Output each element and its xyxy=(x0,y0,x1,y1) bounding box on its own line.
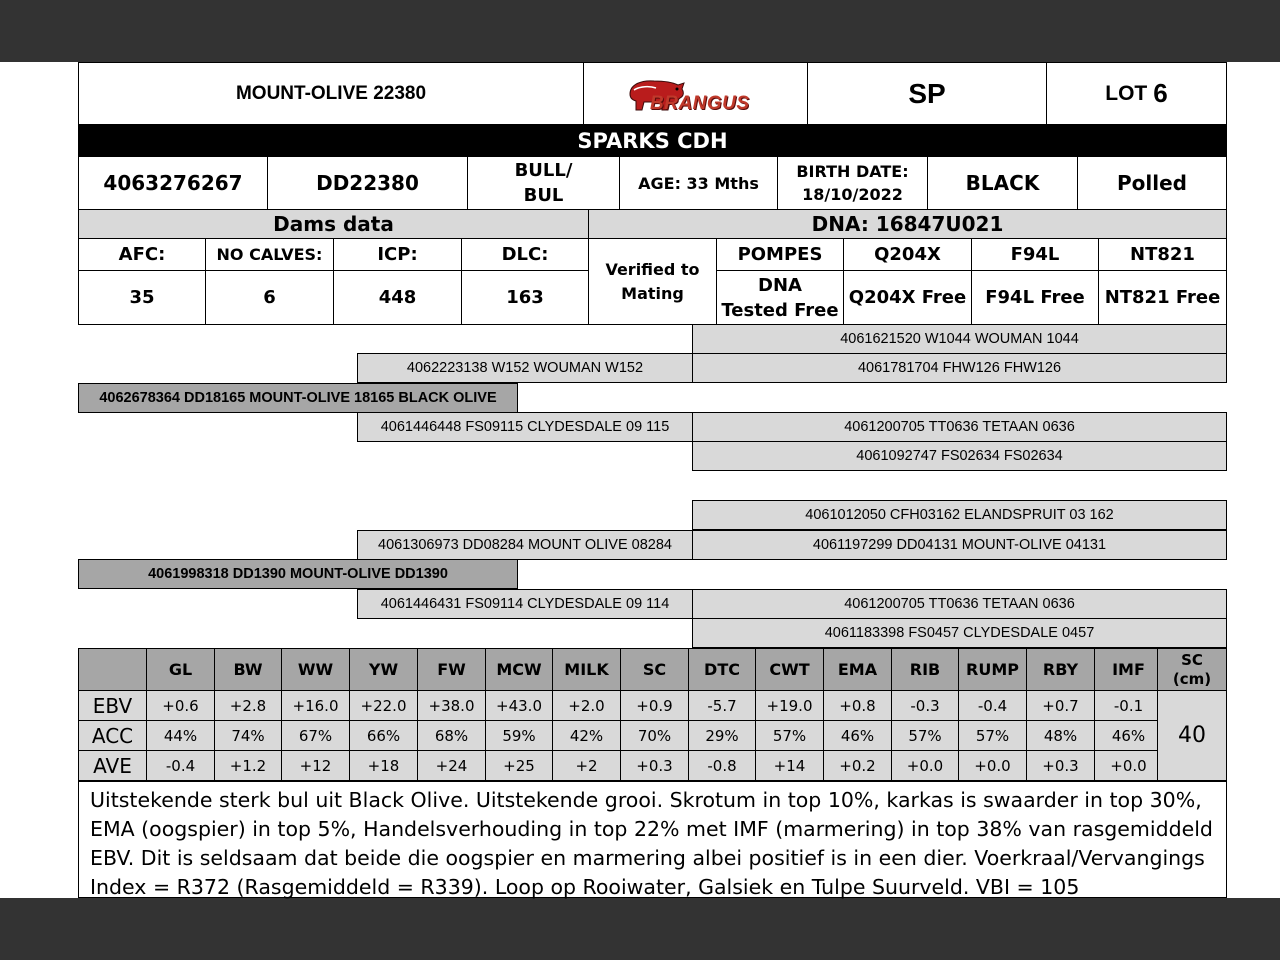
ebv-value: 74% xyxy=(214,720,282,751)
ebv-value: 46% xyxy=(1094,720,1163,751)
pedigree-dam-dam: 4061446431 FS09114 CLYDESDALE 09 114 xyxy=(357,589,693,619)
sc-cm-value: 40 xyxy=(1157,690,1227,781)
ebv-value: +25 xyxy=(485,750,553,781)
pedigree-dam: 4061998318 DD1390 MOUNT-OLIVE DD1390 xyxy=(78,559,518,589)
id-number: 4063276267 xyxy=(78,156,268,210)
trait-header: RUMP xyxy=(958,648,1027,691)
dna-test-result: F94L Free xyxy=(971,270,1099,325)
ebv-value: +22.0 xyxy=(349,690,418,721)
ebv-value: +0.6 xyxy=(146,690,215,721)
ebv-value: +2.0 xyxy=(552,690,621,721)
birth-date xyxy=(777,156,928,210)
ebv-value: 46% xyxy=(823,720,892,751)
icp-value: 448 xyxy=(333,270,462,325)
ebv-value: 59% xyxy=(485,720,553,751)
sc-cm-label-line1: SC xyxy=(1181,650,1203,669)
birth-date-label: BIRTH DATE: xyxy=(796,162,909,181)
ebv-value: +2 xyxy=(552,750,621,781)
brangus-wordmark: BRANGUS xyxy=(650,93,750,114)
ebv-value: 66% xyxy=(349,720,418,751)
pedigree-sire: 4062678364 DD18165 MOUNT-OLIVE 18165 BLACK OLIVE xyxy=(78,383,518,413)
ebv-value: +12 xyxy=(281,750,350,781)
dna-test-name: NT821 xyxy=(1098,238,1227,271)
ebv-value: +0.9 xyxy=(620,690,689,721)
ebv-corner xyxy=(78,648,147,691)
ebv-value: +14 xyxy=(755,750,824,781)
ebv-value: +0.0 xyxy=(958,750,1027,781)
ebv-value: -0.8 xyxy=(688,750,756,781)
ebv-value: +2.8 xyxy=(214,690,282,721)
ebv-value: +0.2 xyxy=(823,750,892,781)
ebv-value: +24 xyxy=(417,750,486,781)
pedigree-dam-sire-sire: 4061012050 CFH03162 ELANDSPRUIT 03 162 xyxy=(692,500,1227,530)
pedigree-dam-sire: 4061306973 DD08284 MOUNT OLIVE 08284 xyxy=(357,530,693,560)
tag-number: DD22380 xyxy=(267,156,468,210)
pedigree-sire-sire: 4062223138 W152 WOUMAN W152 xyxy=(357,353,693,383)
pedigree-sire-dam-sire: 4061200705 TT0636 TETAAN 0636 xyxy=(692,412,1227,442)
trait-header: FW xyxy=(417,648,486,691)
trait-header: EMA xyxy=(823,648,892,691)
ebv-value: 44% xyxy=(146,720,215,751)
colour-label: BLACK xyxy=(927,156,1078,210)
ebv-value: +38.0 xyxy=(417,690,486,721)
horn-status: Polled xyxy=(1077,156,1227,210)
trait-header: IMF xyxy=(1094,648,1163,691)
trait-header: SC xyxy=(620,648,689,691)
ebv-value: 29% xyxy=(688,720,756,751)
ebv-value: 42% xyxy=(552,720,621,751)
ebv-value: 57% xyxy=(755,720,824,751)
dlc-label: DLC: xyxy=(461,238,589,271)
trait-header: RIB xyxy=(891,648,959,691)
ebv-value: -0.3 xyxy=(891,690,959,721)
animal-title: SPARKS CDH xyxy=(78,124,1227,157)
brangus-logo xyxy=(583,62,808,125)
verified-to-mating xyxy=(588,238,717,325)
ebv-value: +19.0 xyxy=(755,690,824,721)
trait-header: DTC xyxy=(688,648,756,691)
dna-test-name: POMPES xyxy=(716,238,844,271)
birth-date-value: 18/10/2022 xyxy=(802,185,903,204)
ebv-value: +0.3 xyxy=(620,750,689,781)
dlc-value: 163 xyxy=(461,270,589,325)
ebv-value: -5.7 xyxy=(688,690,756,721)
pedigree-dam-sire-dam: 4061197299 DD04131 MOUNT-OLIVE 04131 xyxy=(692,530,1227,560)
dna-test-name: Q204X xyxy=(843,238,972,271)
ebv-value: 57% xyxy=(891,720,959,751)
trait-header: GL xyxy=(146,648,215,691)
sex-label xyxy=(467,156,620,210)
ebv-value: 70% xyxy=(620,720,689,751)
verified-line2: Mating xyxy=(621,283,684,303)
ebv-value: +43.0 xyxy=(485,690,553,721)
trait-header: MCW xyxy=(485,648,553,691)
lot-label xyxy=(1046,62,1227,125)
trait-header: CWT xyxy=(755,648,824,691)
ebv-value: +0.7 xyxy=(1026,690,1095,721)
ebv-value: +1.2 xyxy=(214,750,282,781)
pedigree-sire-sire-dam: 4061781704 FHW126 FHW126 xyxy=(692,353,1227,383)
ebv-value: -0.1 xyxy=(1094,690,1163,721)
dna-test-result: NT821 Free xyxy=(1098,270,1227,325)
pedigree-sire-dam: 4061446448 FS09115 CLYDESDALE 09 115 xyxy=(357,412,693,442)
icp-label: ICP: xyxy=(333,238,462,271)
pedigree-dam-dam-sire: 4061200705 TT0636 TETAAN 0636 xyxy=(692,589,1227,619)
afc-label: AFC: xyxy=(78,238,206,271)
ebv-value: +0.0 xyxy=(891,750,959,781)
dna-heading: DNA: 16847U021 xyxy=(588,209,1227,239)
calves-value: 6 xyxy=(205,270,334,325)
dams-heading: Dams data xyxy=(78,209,589,239)
row-label: ACC xyxy=(78,720,147,751)
age-label: AGE: 33 Mths xyxy=(619,156,778,210)
ebv-value: 68% xyxy=(417,720,486,751)
pedigree-sire-dam-dam: 4061092747 FS02634 FS02634 xyxy=(692,441,1227,471)
catalog-page xyxy=(0,62,1280,898)
sc-cm-label-line2: (cm) xyxy=(1172,669,1212,688)
pedigree-sire-sire-sire: 4061621520 W1044 WOUMAN 1044 xyxy=(692,324,1227,354)
ebv-value: 57% xyxy=(958,720,1027,751)
ebv-value: +16.0 xyxy=(281,690,350,721)
ebv-value: +18 xyxy=(349,750,418,781)
trait-header: BW xyxy=(214,648,282,691)
comments-text: Uitstekende sterk bul uit Black Olive. Uitstekende grooi. Skrotum in top 10%, karkas is swaarder in top 30%, EMA (oogspier) in top 5%, Handelsverhouding in top 22% met IMF (marmering) in top 38% van rasgemiddeld EBV. Dit is seldsaam dat beide die oogspier en marmering albei positief is in een dier. Voerkraal/Vervangings Index = R372 (Rasgemiddeld = R339). Loop op Rooiwater, Galsiek en Tulpe Suurveld. VBI = 105 xyxy=(78,781,1227,898)
sex-line1: BULL/ xyxy=(514,160,573,181)
sc-cm-header xyxy=(1157,648,1227,691)
dna-test-result: Q204X Free xyxy=(843,270,972,325)
trait-header: WW xyxy=(281,648,350,691)
ebv-value: 48% xyxy=(1026,720,1095,751)
calves-label: NO CALVES: xyxy=(205,238,334,271)
ebv-value: +0.8 xyxy=(823,690,892,721)
pedigree-dam-dam-dam: 4061183398 FS0457 CLYDESDALE 0457 xyxy=(692,618,1227,648)
afc-value: 35 xyxy=(78,270,206,325)
animal-name: MOUNT-OLIVE 22380 xyxy=(78,62,584,125)
row-label: AVE xyxy=(78,750,147,781)
trait-header: MILK xyxy=(552,648,621,691)
trait-header: RBY xyxy=(1026,648,1095,691)
dna-test-name: F94L xyxy=(971,238,1099,271)
dna-result-line2: Tested Free xyxy=(721,299,839,321)
ebv-value: 67% xyxy=(281,720,350,751)
lot-number: 6 xyxy=(1153,78,1168,108)
verified-line1: Verified to xyxy=(605,259,700,279)
ebv-value: -0.4 xyxy=(958,690,1027,721)
lot-prefix: LOT xyxy=(1105,81,1148,105)
dna-test-result xyxy=(716,270,844,325)
ebv-value: -0.4 xyxy=(146,750,215,781)
ebv-value: +0.0 xyxy=(1094,750,1163,781)
dna-result-line1: DNA xyxy=(758,274,802,296)
sex-line2: BUL xyxy=(523,185,564,206)
row-label: EBV xyxy=(78,690,147,721)
trait-header: YW xyxy=(349,648,418,691)
ebv-value: +0.3 xyxy=(1026,750,1095,781)
grade-label: SP xyxy=(807,62,1047,125)
